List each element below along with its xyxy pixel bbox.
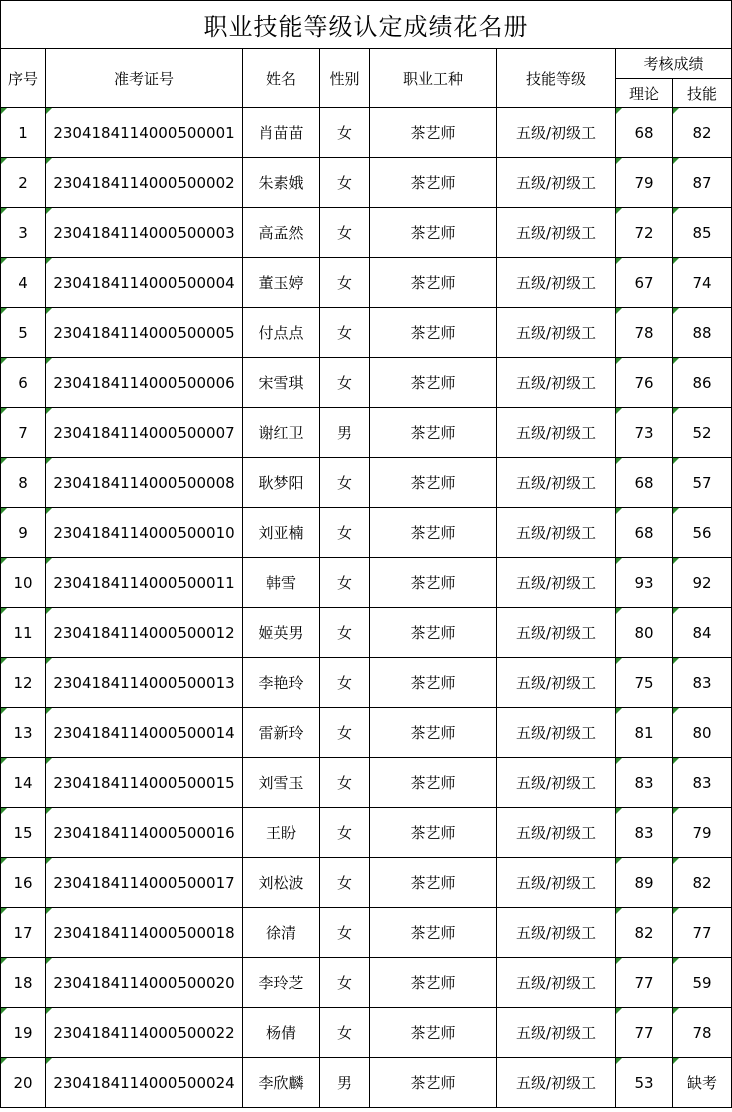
cell-level: 五级/初级工 xyxy=(497,258,616,308)
table-row xyxy=(1,258,732,308)
cell-name: 姬英男 xyxy=(243,608,320,658)
cell-occupation: 茶艺师 xyxy=(370,958,497,1008)
table-row xyxy=(1,108,732,158)
cell-theory: 80 xyxy=(616,608,673,658)
cell-theory: 53 xyxy=(616,1058,673,1108)
cell-occupation: 茶艺师 xyxy=(370,808,497,858)
cell-skill: 87 xyxy=(673,158,732,208)
cell-exam-no: 2304184114000500018 xyxy=(46,908,243,958)
cell-name: 肖苗苗 xyxy=(243,108,320,158)
cell-theory: 89 xyxy=(616,858,673,908)
cell-exam-no: 2304184114000500002 xyxy=(46,158,243,208)
table-row xyxy=(1,408,732,458)
cell-seq: 10 xyxy=(1,558,46,608)
cell-theory: 83 xyxy=(616,758,673,808)
cell-seq: 5 xyxy=(1,308,46,358)
cell-seq: 3 xyxy=(1,208,46,258)
cell-occupation: 茶艺师 xyxy=(370,708,497,758)
cell-skill: 79 xyxy=(673,808,732,858)
cell-skill: 92 xyxy=(673,558,732,608)
cell-seq: 20 xyxy=(1,1058,46,1108)
cell-gender: 女 xyxy=(320,858,370,908)
cell-theory: 73 xyxy=(616,408,673,458)
cell-name: 雷新玲 xyxy=(243,708,320,758)
cell-level: 五级/初级工 xyxy=(497,208,616,258)
cell-skill: 缺考 xyxy=(673,1058,732,1108)
cell-level: 五级/初级工 xyxy=(497,808,616,858)
cell-seq: 1 xyxy=(1,108,46,158)
cell-gender: 女 xyxy=(320,208,370,258)
cell-skill: 83 xyxy=(673,758,732,808)
header-scores: 考核成绩 xyxy=(616,49,732,79)
cell-occupation: 茶艺师 xyxy=(370,408,497,458)
cell-level: 五级/初级工 xyxy=(497,158,616,208)
cell-theory: 75 xyxy=(616,658,673,708)
table-row xyxy=(1,158,732,208)
cell-skill: 56 xyxy=(673,508,732,558)
cell-exam-no: 2304184114000500007 xyxy=(46,408,243,458)
cell-name: 董玉婷 xyxy=(243,258,320,308)
cell-seq: 11 xyxy=(1,608,46,658)
cell-skill: 86 xyxy=(673,358,732,408)
table-row xyxy=(1,858,732,908)
cell-level: 五级/初级工 xyxy=(497,608,616,658)
cell-seq: 15 xyxy=(1,808,46,858)
cell-level: 五级/初级工 xyxy=(497,458,616,508)
cell-name: 刘亚楠 xyxy=(243,508,320,558)
cell-exam-no: 2304184114000500011 xyxy=(46,558,243,608)
cell-theory: 93 xyxy=(616,558,673,608)
cell-seq: 8 xyxy=(1,458,46,508)
cell-name: 王盼 xyxy=(243,808,320,858)
cell-skill: 80 xyxy=(673,708,732,758)
cell-seq: 14 xyxy=(1,758,46,808)
cell-seq: 13 xyxy=(1,708,46,758)
cell-theory: 81 xyxy=(616,708,673,758)
cell-theory: 77 xyxy=(616,958,673,1008)
table-row xyxy=(1,908,732,958)
table-row xyxy=(1,1058,732,1108)
cell-name: 徐清 xyxy=(243,908,320,958)
cell-seq: 7 xyxy=(1,408,46,458)
cell-exam-no: 2304184114000500005 xyxy=(46,308,243,358)
table-row xyxy=(1,1008,732,1058)
cell-gender: 女 xyxy=(320,808,370,858)
cell-gender: 女 xyxy=(320,158,370,208)
cell-skill: 52 xyxy=(673,408,732,458)
table-row xyxy=(1,958,732,1008)
cell-level: 五级/初级工 xyxy=(497,658,616,708)
cell-theory: 83 xyxy=(616,808,673,858)
cell-name: 耿梦阳 xyxy=(243,458,320,508)
cell-occupation: 茶艺师 xyxy=(370,258,497,308)
cell-occupation: 茶艺师 xyxy=(370,108,497,158)
cell-occupation: 茶艺师 xyxy=(370,858,497,908)
table-row xyxy=(1,208,732,258)
cell-seq: 4 xyxy=(1,258,46,308)
cell-name: 李欣麟 xyxy=(243,1058,320,1108)
cell-level: 五级/初级工 xyxy=(497,558,616,608)
cell-level: 五级/初级工 xyxy=(497,858,616,908)
cell-level: 五级/初级工 xyxy=(497,308,616,358)
cell-gender: 女 xyxy=(320,358,370,408)
cell-skill: 85 xyxy=(673,208,732,258)
header-exam-no: 准考证号 xyxy=(46,49,243,108)
cell-gender: 女 xyxy=(320,508,370,558)
cell-occupation: 茶艺师 xyxy=(370,358,497,408)
table-row xyxy=(1,308,732,358)
header-seq: 序号 xyxy=(1,49,46,108)
cell-occupation: 茶艺师 xyxy=(370,208,497,258)
cell-theory: 79 xyxy=(616,158,673,208)
cell-exam-no: 2304184114000500020 xyxy=(46,958,243,1008)
cell-occupation: 茶艺师 xyxy=(370,758,497,808)
cell-level: 五级/初级工 xyxy=(497,508,616,558)
cell-skill: 57 xyxy=(673,458,732,508)
cell-exam-no: 2304184114000500006 xyxy=(46,358,243,408)
cell-exam-no: 2304184114000500001 xyxy=(46,108,243,158)
cell-name: 李玲芝 xyxy=(243,958,320,1008)
cell-occupation: 茶艺师 xyxy=(370,1058,497,1108)
cell-gender: 女 xyxy=(320,558,370,608)
cell-theory: 68 xyxy=(616,458,673,508)
cell-gender: 女 xyxy=(320,958,370,1008)
page-title: 职业技能等级认定成绩花名册 xyxy=(1,1,732,49)
cell-seq: 18 xyxy=(1,958,46,1008)
cell-exam-no: 2304184114000500013 xyxy=(46,658,243,708)
cell-occupation: 茶艺师 xyxy=(370,1008,497,1058)
header-level: 技能等级 xyxy=(497,49,616,108)
cell-occupation: 茶艺师 xyxy=(370,658,497,708)
header-name: 姓名 xyxy=(243,49,320,108)
table-row xyxy=(1,758,732,808)
cell-theory: 67 xyxy=(616,258,673,308)
cell-gender: 女 xyxy=(320,708,370,758)
cell-gender: 男 xyxy=(320,1058,370,1108)
cell-exam-no: 2304184114000500015 xyxy=(46,758,243,808)
cell-level: 五级/初级工 xyxy=(497,408,616,458)
cell-seq: 17 xyxy=(1,908,46,958)
cell-occupation: 茶艺师 xyxy=(370,308,497,358)
table-row xyxy=(1,708,732,758)
cell-occupation: 茶艺师 xyxy=(370,908,497,958)
cell-occupation: 茶艺师 xyxy=(370,158,497,208)
cell-skill: 83 xyxy=(673,658,732,708)
cell-level: 五级/初级工 xyxy=(497,708,616,758)
table-row xyxy=(1,608,732,658)
cell-seq: 19 xyxy=(1,1008,46,1058)
cell-gender: 女 xyxy=(320,658,370,708)
cell-exam-no: 2304184114000500014 xyxy=(46,708,243,758)
table-row xyxy=(1,808,732,858)
cell-exam-no: 2304184114000500016 xyxy=(46,808,243,858)
cell-level: 五级/初级工 xyxy=(497,1058,616,1108)
cell-seq: 6 xyxy=(1,358,46,408)
cell-skill: 78 xyxy=(673,1008,732,1058)
cell-occupation: 茶艺师 xyxy=(370,558,497,608)
cell-name: 谢红卫 xyxy=(243,408,320,458)
cell-name: 刘雪玉 xyxy=(243,758,320,808)
cell-seq: 9 xyxy=(1,508,46,558)
cell-exam-no: 2304184114000500008 xyxy=(46,458,243,508)
cell-name: 宋雪琪 xyxy=(243,358,320,408)
cell-gender: 女 xyxy=(320,258,370,308)
cell-skill: 82 xyxy=(673,108,732,158)
cell-exam-no: 2304184114000500003 xyxy=(46,208,243,258)
cell-occupation: 茶艺师 xyxy=(370,608,497,658)
cell-level: 五级/初级工 xyxy=(497,108,616,158)
cell-exam-no: 2304184114000500010 xyxy=(46,508,243,558)
cell-name: 李艳玲 xyxy=(243,658,320,708)
cell-skill: 77 xyxy=(673,908,732,958)
table-row xyxy=(1,558,732,608)
cell-name: 杨倩 xyxy=(243,1008,320,1058)
cell-theory: 72 xyxy=(616,208,673,258)
cell-theory: 68 xyxy=(616,108,673,158)
cell-level: 五级/初级工 xyxy=(497,358,616,408)
cell-seq: 16 xyxy=(1,858,46,908)
cell-occupation: 茶艺师 xyxy=(370,508,497,558)
header-occupation: 职业工种 xyxy=(370,49,497,108)
cell-level: 五级/初级工 xyxy=(497,908,616,958)
cell-exam-no: 2304184114000500004 xyxy=(46,258,243,308)
header-skill: 技能 xyxy=(673,79,732,108)
cell-theory: 78 xyxy=(616,308,673,358)
header-theory: 理论 xyxy=(616,79,673,108)
cell-level: 五级/初级工 xyxy=(497,1008,616,1058)
cell-level: 五级/初级工 xyxy=(497,958,616,1008)
cell-theory: 68 xyxy=(616,508,673,558)
cell-theory: 76 xyxy=(616,358,673,408)
cell-gender: 女 xyxy=(320,308,370,358)
cell-skill: 88 xyxy=(673,308,732,358)
cell-skill: 84 xyxy=(673,608,732,658)
cell-theory: 77 xyxy=(616,1008,673,1058)
cell-seq: 2 xyxy=(1,158,46,208)
cell-theory: 82 xyxy=(616,908,673,958)
cell-gender: 女 xyxy=(320,458,370,508)
cell-exam-no: 2304184114000500024 xyxy=(46,1058,243,1108)
cell-exam-no: 2304184114000500012 xyxy=(46,608,243,658)
cell-gender: 女 xyxy=(320,108,370,158)
cell-name: 刘松波 xyxy=(243,858,320,908)
cell-seq: 12 xyxy=(1,658,46,708)
cell-gender: 男 xyxy=(320,408,370,458)
cell-exam-no: 2304184114000500022 xyxy=(46,1008,243,1058)
cell-name: 朱素娥 xyxy=(243,158,320,208)
cell-name: 韩雪 xyxy=(243,558,320,608)
cell-skill: 59 xyxy=(673,958,732,1008)
cell-gender: 女 xyxy=(320,1008,370,1058)
cell-gender: 女 xyxy=(320,608,370,658)
cell-skill: 82 xyxy=(673,858,732,908)
table-row xyxy=(1,658,732,708)
cell-gender: 女 xyxy=(320,908,370,958)
cell-occupation: 茶艺师 xyxy=(370,458,497,508)
cell-skill: 74 xyxy=(673,258,732,308)
table-row xyxy=(1,358,732,408)
table-row xyxy=(1,508,732,558)
header-gender: 性别 xyxy=(320,49,370,108)
cell-exam-no: 2304184114000500017 xyxy=(46,858,243,908)
cell-name: 高孟然 xyxy=(243,208,320,258)
cell-level: 五级/初级工 xyxy=(497,758,616,808)
cell-name: 付点点 xyxy=(243,308,320,358)
cell-gender: 女 xyxy=(320,758,370,808)
table-row xyxy=(1,458,732,508)
